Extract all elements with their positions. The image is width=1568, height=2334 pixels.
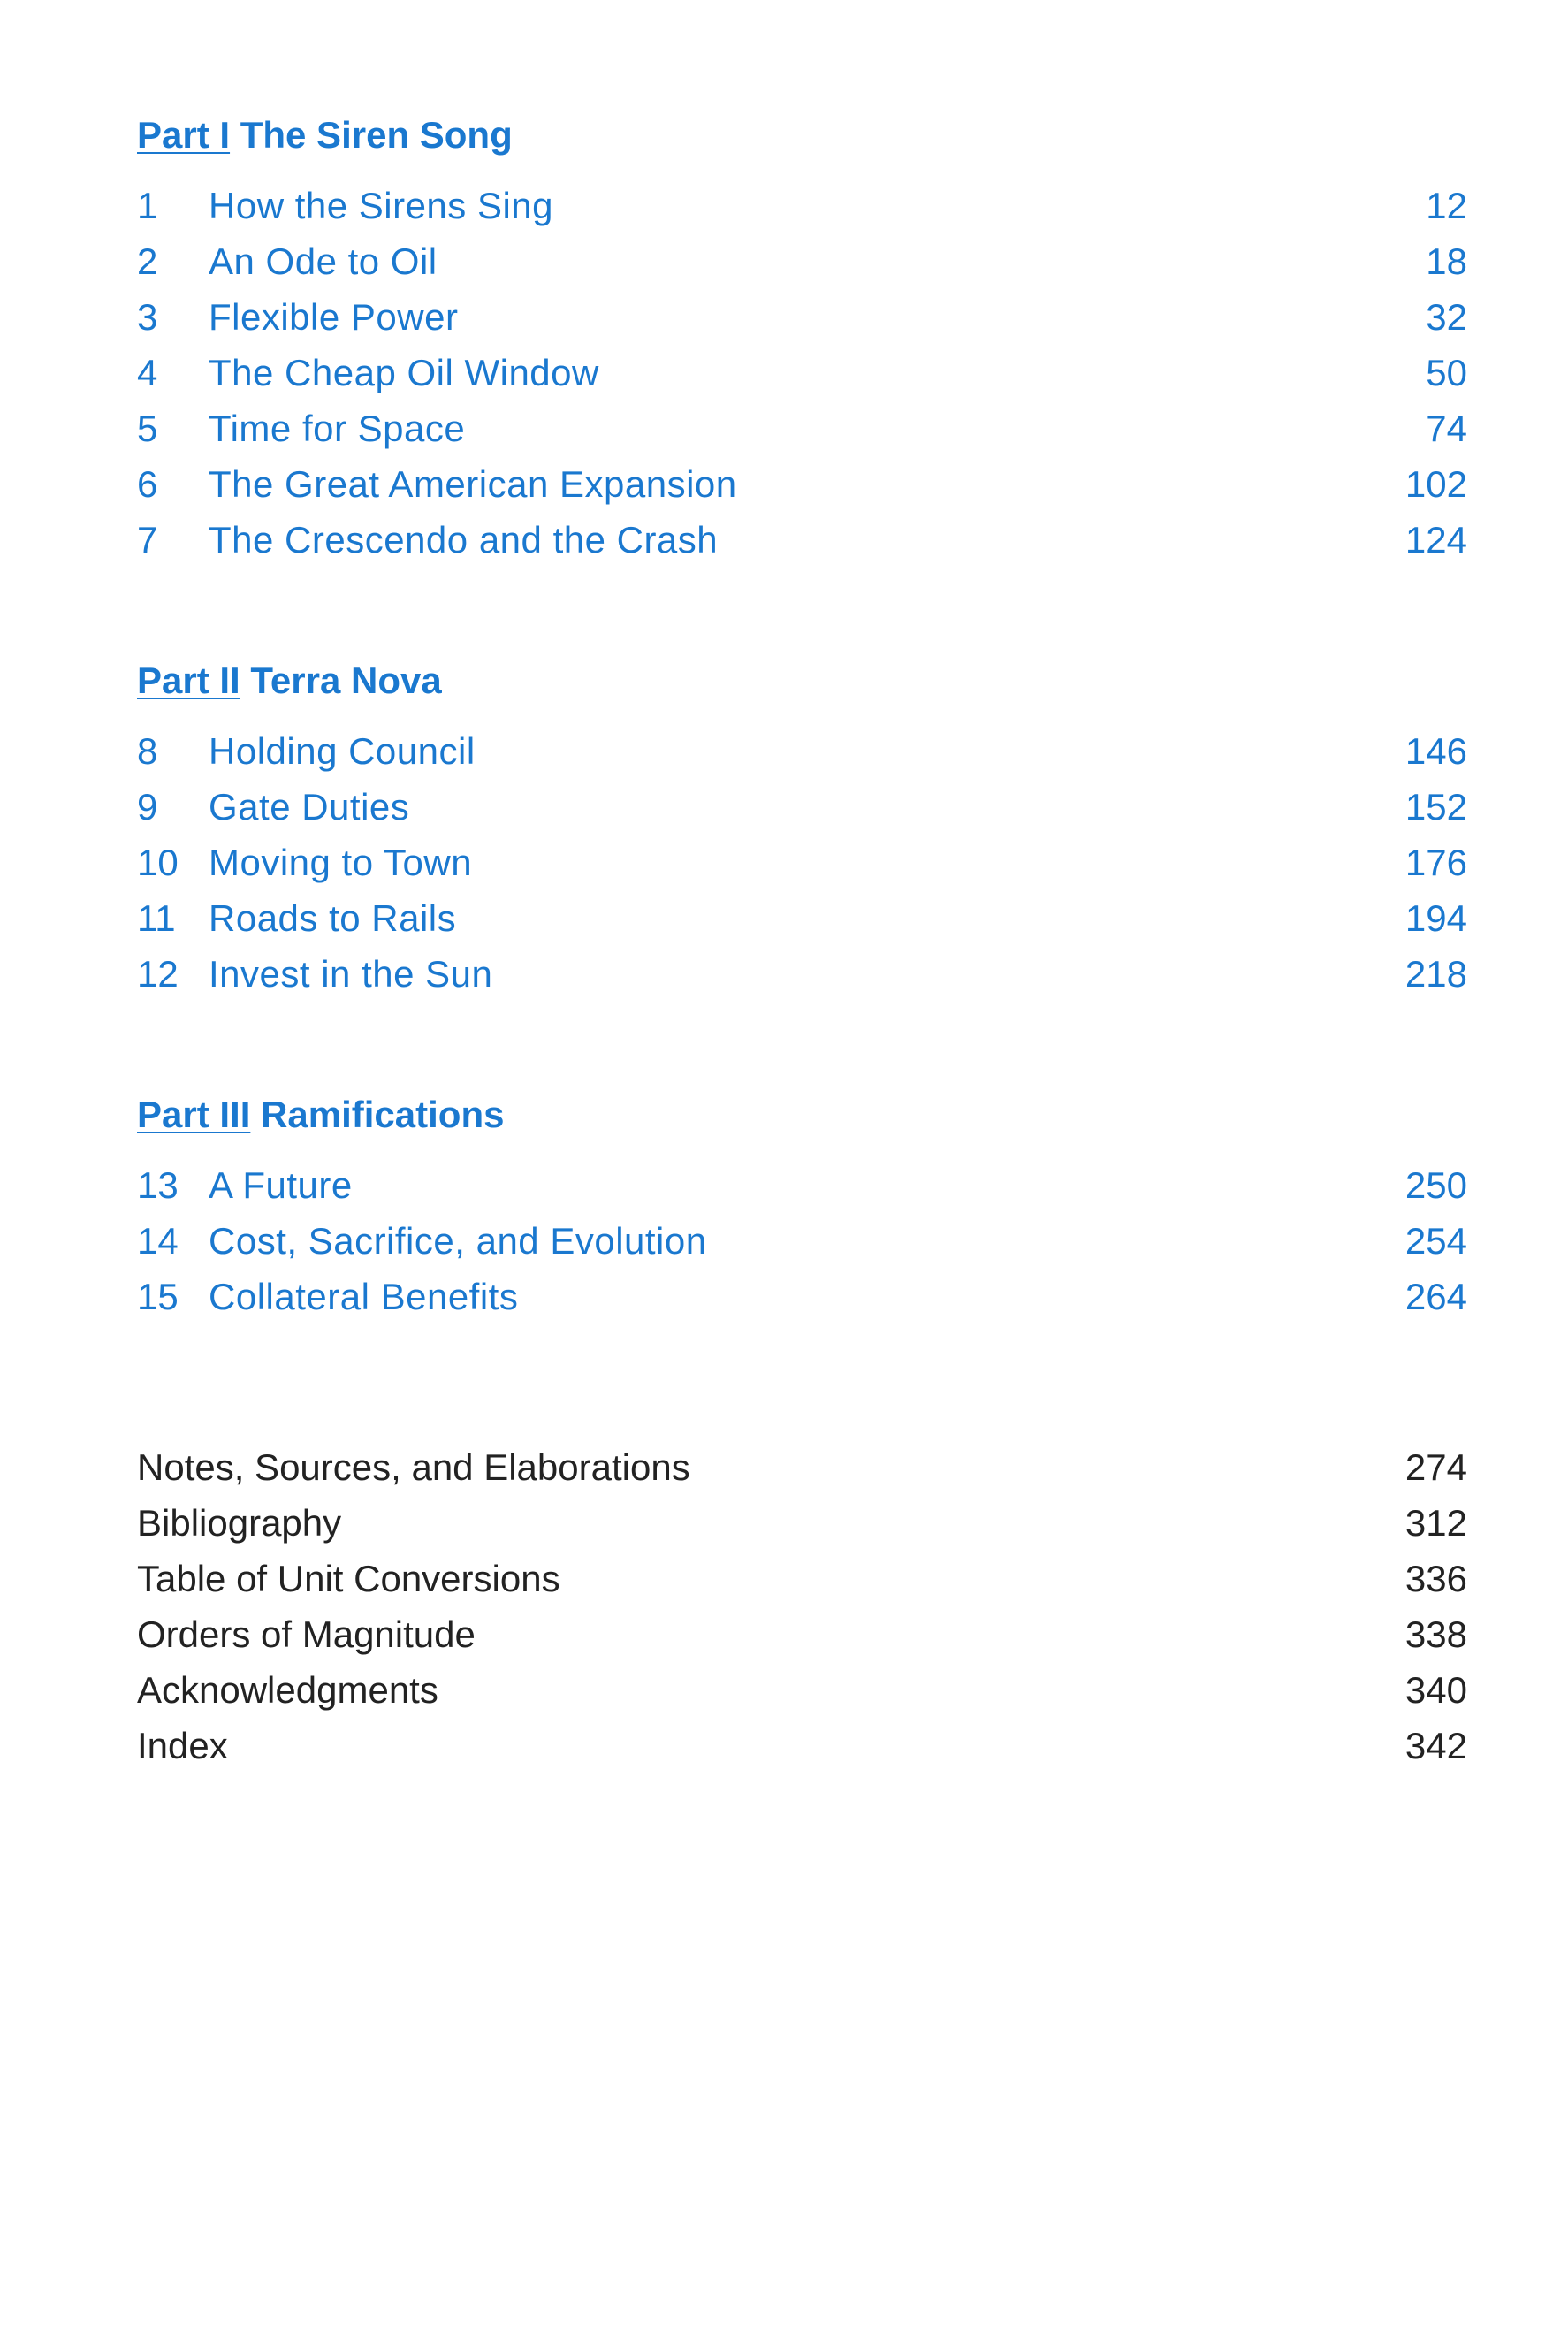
- chapter-title: How the Sirens Sing: [209, 185, 554, 226]
- chapter-title: Cost, Sacrifice, and Evolution: [209, 1220, 707, 1262]
- chapter-page: 50: [1426, 352, 1467, 393]
- chapter-entry[interactable]: [137, 289, 1467, 345]
- backmatter-page: 274: [1404, 1446, 1467, 1488]
- chapter-title: Gate Duties: [209, 786, 410, 828]
- chapter-title: Time for Space: [209, 408, 466, 449]
- backmatter-title: Orders of Magnitude: [137, 1613, 476, 1655]
- chapter-list: [137, 1157, 1467, 1324]
- backmatter-title: Index: [137, 1725, 228, 1766]
- chapter-number: 10: [137, 842, 179, 883]
- chapter-page: 12: [1426, 185, 1467, 226]
- chapter-entry[interactable]: [137, 1213, 1467, 1269]
- chapter-list: [137, 178, 1467, 568]
- chapter-title: A Future: [209, 1164, 353, 1206]
- chapter-number: 11: [137, 897, 176, 939]
- chapter-title: Collateral Benefits: [209, 1276, 519, 1317]
- chapter-entry[interactable]: [137, 1157, 1467, 1213]
- chapter-entry[interactable]: [137, 1269, 1467, 1324]
- chapter-number: 8: [137, 730, 158, 772]
- chapter-number: 13: [137, 1164, 179, 1206]
- chapter-page: 152: [1404, 786, 1467, 828]
- chapter-number: 15: [137, 1276, 179, 1317]
- chapter-title: Moving to Town: [209, 842, 473, 883]
- chapter-title: An Ode to Oil: [209, 240, 438, 282]
- backmatter-entry[interactable]: [137, 1439, 1467, 1495]
- chapter-page: 194: [1404, 897, 1467, 939]
- chapter-list: [137, 723, 1467, 1002]
- chapter-title: Holding Council: [209, 730, 476, 772]
- chapter-entry[interactable]: [137, 456, 1467, 512]
- part-title: Ramifications: [261, 1094, 505, 1135]
- part-heading: [137, 111, 1467, 160]
- chapter-page: 176: [1404, 842, 1467, 883]
- part-section: [137, 1090, 1467, 1324]
- chapter-number: 7: [137, 519, 158, 561]
- chapter-title: Flexible Power: [209, 296, 459, 338]
- backmatter-page: 312: [1404, 1502, 1467, 1544]
- chapter-number: 12: [137, 953, 179, 995]
- chapter-page: 74: [1426, 408, 1467, 449]
- chapter-page: 250: [1404, 1164, 1467, 1206]
- chapter-entry[interactable]: [137, 233, 1467, 289]
- chapter-title: Invest in the Sun: [209, 953, 493, 995]
- chapter-page: 264: [1404, 1276, 1467, 1317]
- part-title: The Siren Song: [240, 114, 513, 156]
- part-section: [137, 111, 1467, 568]
- chapter-number: 3: [137, 296, 158, 338]
- chapter-number: 9: [137, 786, 158, 828]
- chapter-page: 124: [1404, 519, 1467, 561]
- chapter-entry[interactable]: [137, 835, 1467, 890]
- backmatter-title: Table of Unit Conversions: [137, 1558, 560, 1599]
- chapter-page: 32: [1426, 296, 1467, 338]
- chapter-entry[interactable]: [137, 723, 1467, 779]
- backmatter-entry[interactable]: [137, 1662, 1467, 1718]
- chapter-page: 102: [1404, 463, 1467, 505]
- part-label: Part II: [137, 660, 240, 701]
- backmatter-title: Bibliography: [137, 1502, 342, 1544]
- chapter-entry[interactable]: [137, 345, 1467, 400]
- chapter-number: 6: [137, 463, 158, 505]
- chapter-page: 146: [1404, 730, 1467, 772]
- backmatter-title: Acknowledgments: [137, 1669, 438, 1711]
- chapter-number: 2: [137, 240, 158, 282]
- chapter-number: 14: [137, 1220, 179, 1262]
- backmatter-entry[interactable]: [137, 1718, 1467, 1773]
- part-label: Part I: [137, 114, 231, 156]
- backmatter-entry[interactable]: [137, 1551, 1467, 1606]
- chapter-entry[interactable]: [137, 946, 1467, 1002]
- chapter-number: 1: [137, 185, 158, 226]
- backmatter-list: [137, 1413, 1467, 1773]
- table-of-contents: [137, 111, 1467, 1773]
- chapter-page: 254: [1404, 1220, 1467, 1262]
- chapter-number: 4: [137, 352, 158, 393]
- backmatter-entry[interactable]: [137, 1606, 1467, 1662]
- backmatter-page: 342: [1404, 1725, 1467, 1766]
- backmatter-page: 336: [1404, 1558, 1467, 1599]
- backmatter-entry[interactable]: [137, 1495, 1467, 1551]
- part-heading: [137, 656, 1467, 706]
- chapter-title: The Cheap Oil Window: [209, 352, 599, 393]
- chapter-title: The Great American Expansion: [209, 463, 737, 505]
- part-title: Terra Nova: [250, 660, 442, 701]
- chapter-title: Roads to Rails: [209, 897, 457, 939]
- chapter-entry[interactable]: [137, 890, 1467, 946]
- chapter-entry[interactable]: [137, 512, 1467, 568]
- part-label: Part III: [137, 1094, 251, 1135]
- chapter-entry[interactable]: [137, 178, 1467, 233]
- chapter-entry[interactable]: [137, 400, 1467, 456]
- chapter-number: 5: [137, 408, 158, 449]
- chapter-entry[interactable]: [137, 779, 1467, 835]
- chapter-title: The Crescendo and the Crash: [209, 519, 719, 561]
- chapter-page: 18: [1426, 240, 1467, 282]
- backmatter-page: 338: [1404, 1613, 1467, 1655]
- part-section: [137, 656, 1467, 1002]
- backmatter-title: Notes, Sources, and Elaborations: [137, 1446, 690, 1488]
- chapter-page: 218: [1404, 953, 1467, 995]
- backmatter-page: 340: [1404, 1669, 1467, 1711]
- part-heading: [137, 1090, 1467, 1140]
